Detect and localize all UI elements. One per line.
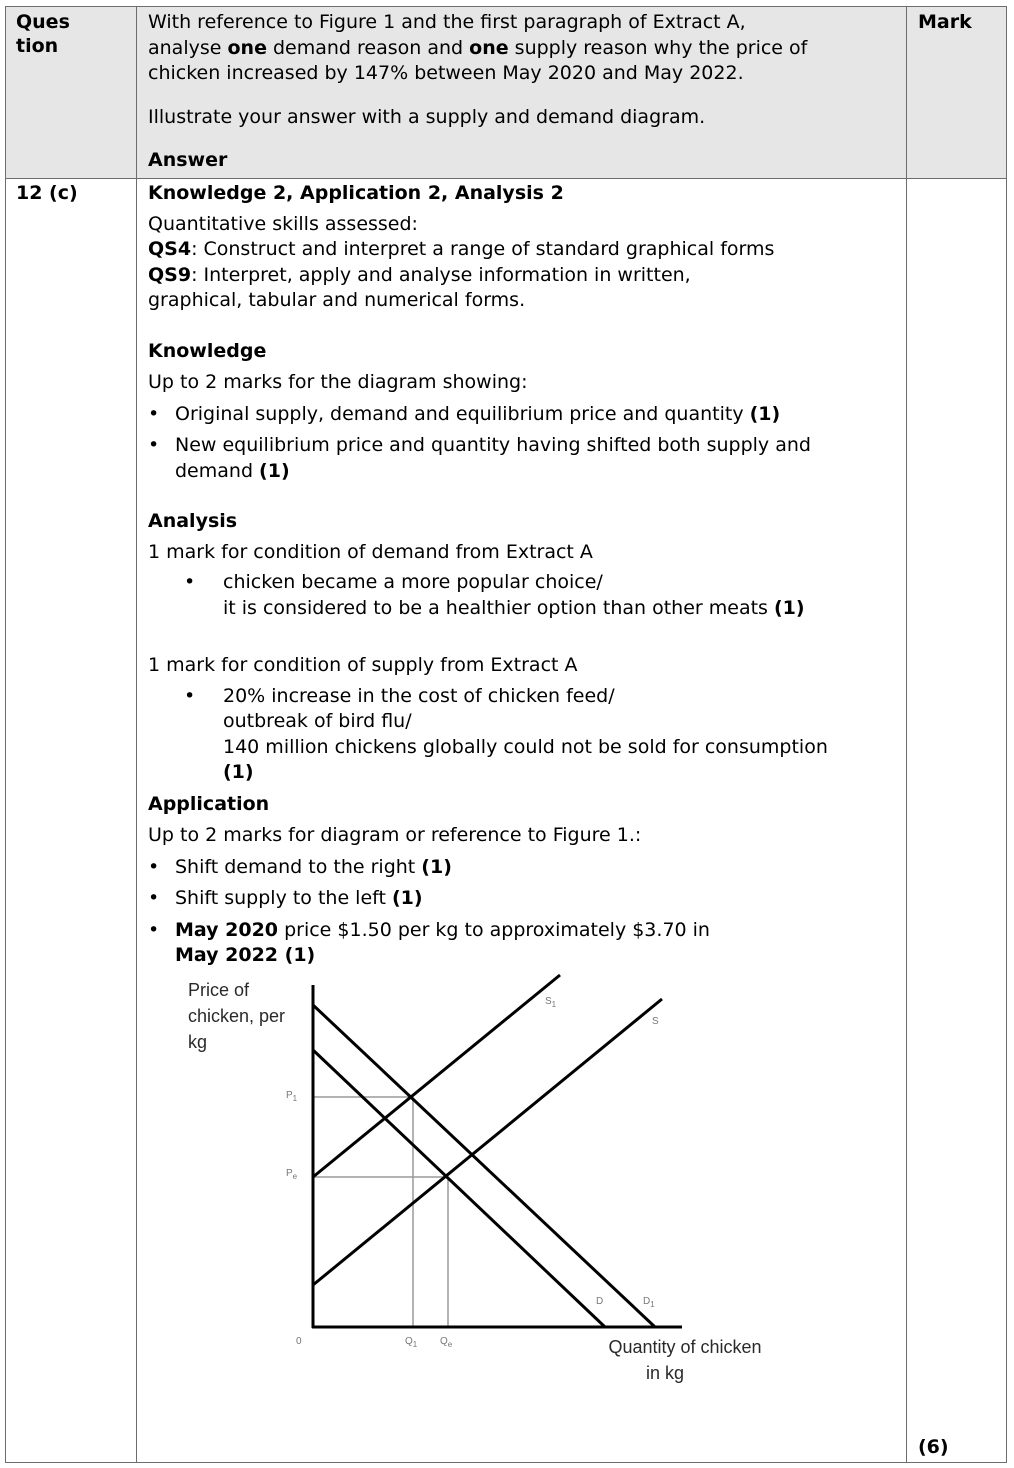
analysis-demand-item: • chicken became a more popular choice/ it is considered to be a healthier option than other meats (1) bbox=[148, 570, 903, 621]
qs-intro: Quantitative skills assessed: bbox=[148, 212, 418, 235]
knowledge-item: • New equilibrium price and quantity having shifted both supply and demand (1) bbox=[148, 433, 875, 484]
analysis-supply-item: • 20% increase in the cost of chicken feed/ outbreak of bird flu/ 140 million chickens globally could not be sold for consumption (1) bbox=[148, 684, 903, 786]
knowledge-intro: Up to 2 marks for the diagram showing: bbox=[148, 371, 528, 393]
y-axis-label: Price of chicken, per kg bbox=[188, 980, 286, 1052]
mark-column-header: Mark bbox=[918, 11, 972, 33]
knowledge-heading: Knowledge bbox=[148, 339, 267, 362]
s-label: S bbox=[652, 1016, 659, 1027]
question-number: 12 (c) bbox=[16, 182, 78, 204]
s1-label: $S_1$ bbox=[545, 996, 557, 1009]
d-label: D bbox=[596, 1296, 604, 1307]
application-intro: Up to 2 marks for diagram or reference to Figure 1.: bbox=[148, 824, 642, 846]
qs4-line: QS4: Construct and interpret a range of standard graphical forms bbox=[148, 238, 775, 260]
analysis-supply-intro: 1 mark for condition of supply from Extract A bbox=[148, 654, 578, 676]
marks-summary: Knowledge 2, Application 2, Analysis 2 bbox=[148, 182, 564, 204]
mark-total: (6) bbox=[918, 1436, 949, 1458]
qe-label: $Q_e$ bbox=[440, 1336, 453, 1349]
qs9-line: QS9: Interpret, apply and analyse information in written, bbox=[148, 263, 691, 286]
answer-label: Answer bbox=[148, 149, 228, 171]
analysis-heading: Analysis bbox=[148, 510, 238, 532]
d1-label: $D_1$ bbox=[643, 1296, 655, 1309]
application-item: • Shift supply to the left (1) bbox=[148, 886, 903, 912]
application-item: • Shift demand to the right (1) bbox=[148, 855, 903, 881]
prompt-line: analyse one demand reason and one supply reason why the price of bbox=[148, 36, 808, 59]
analysis-demand-intro: 1 mark for condition of demand from Extract A bbox=[148, 540, 593, 563]
origin-label: 0 bbox=[296, 1336, 302, 1347]
p1-label: $P_1$ bbox=[286, 1090, 298, 1103]
pe-label: $P_e$ bbox=[286, 1168, 298, 1181]
header-text: Ques bbox=[16, 11, 70, 33]
qs9-line-cont: graphical, tabular and numerical forms. bbox=[148, 289, 526, 311]
prompt-line: Illustrate your answer with a supply and demand diagram. bbox=[148, 105, 706, 128]
prompt-line: With reference to Figure 1 and the first paragraph of Extract A, bbox=[148, 11, 746, 33]
q1-label: $Q_1$ bbox=[405, 1336, 418, 1349]
application-item: • May 2020 price $1.50 per kg to approximately $3.70 in May 2022 (1) bbox=[148, 918, 903, 969]
header-text: tion bbox=[16, 35, 59, 57]
application-heading: Application bbox=[148, 792, 270, 815]
prompt-line: chicken increased by 147% between May 2020 and May 2022. bbox=[148, 62, 744, 84]
knowledge-item: • Original supply, demand and equilibrium price and quantity (1) bbox=[148, 402, 903, 428]
x-axis-label: Quantity of chicken in kg bbox=[608, 1337, 762, 1383]
